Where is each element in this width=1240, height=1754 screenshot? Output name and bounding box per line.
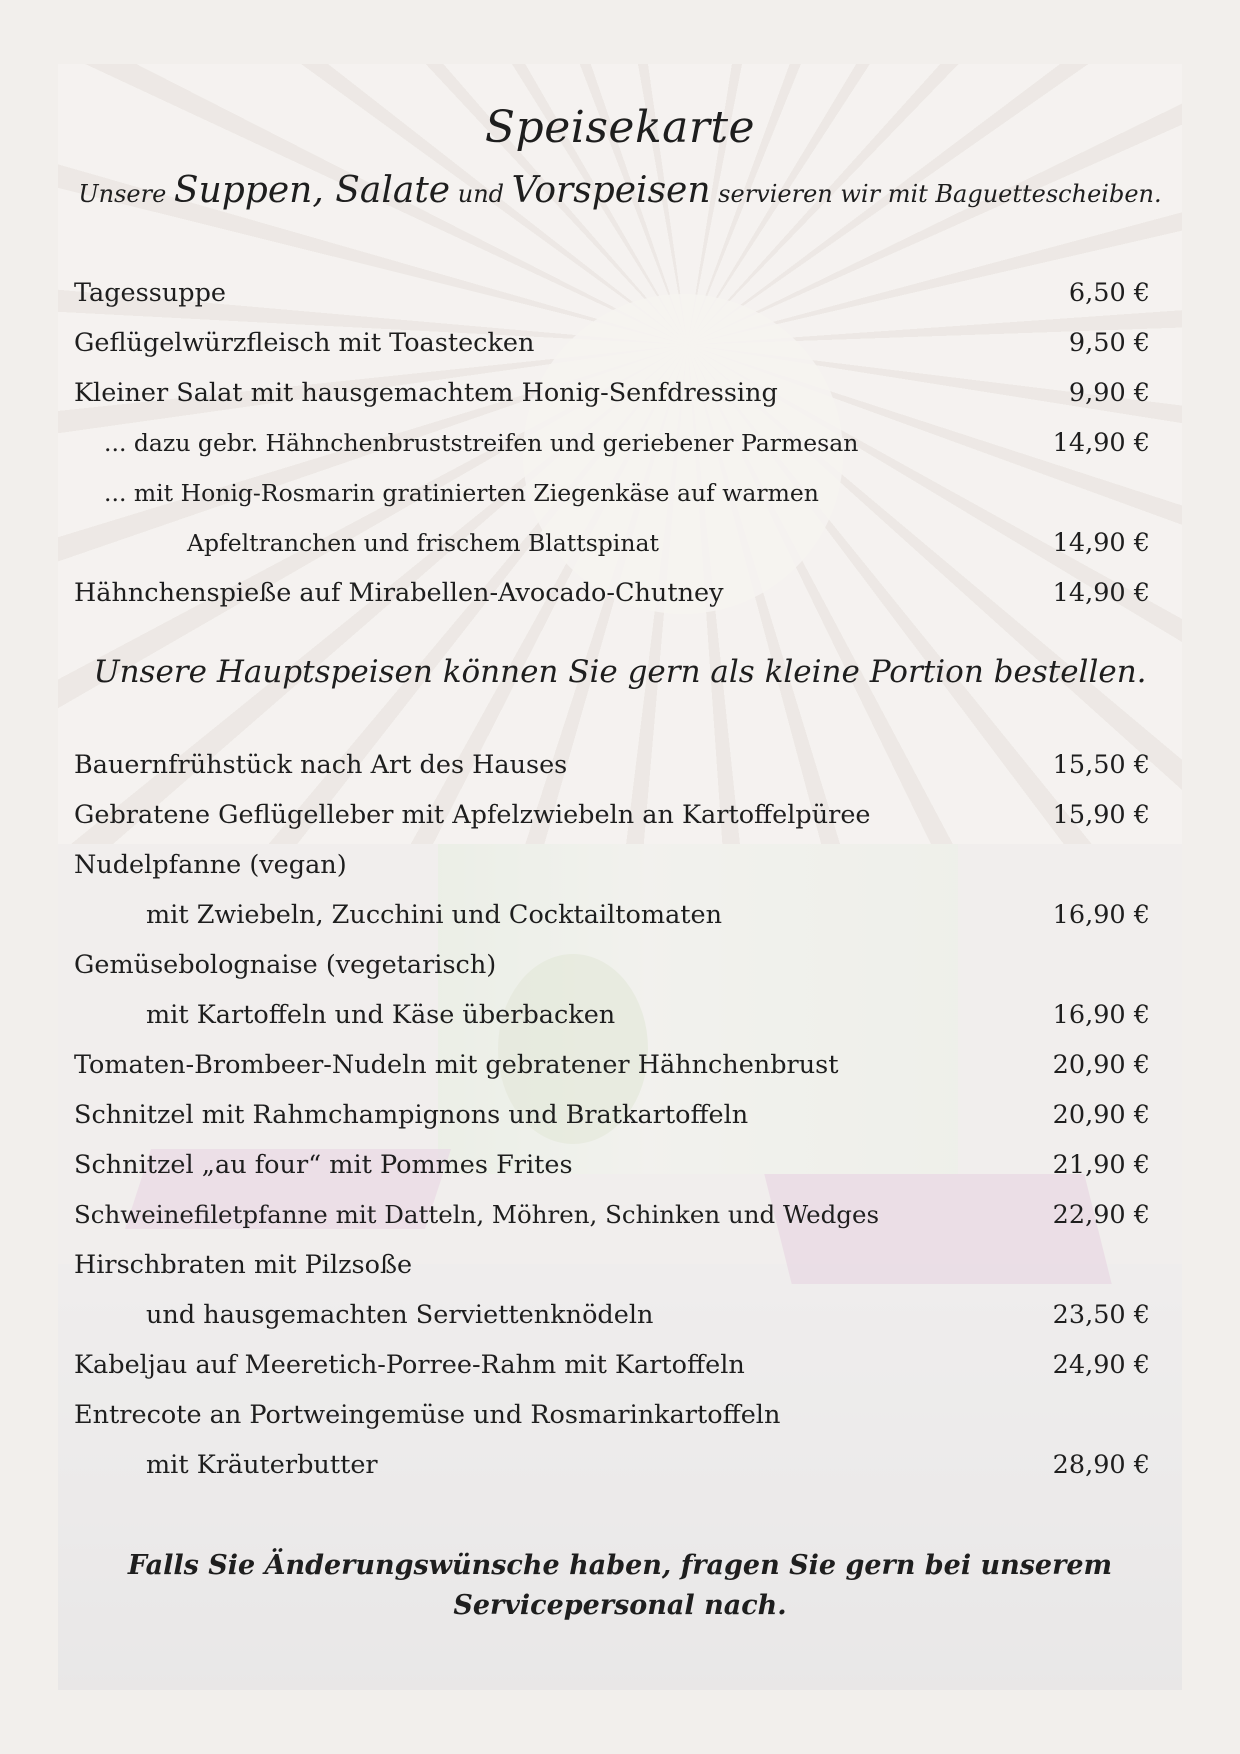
intro-highlight-starters: Vorspeisen [511,170,711,211]
item-name: Tomaten-Brombeer-Nudeln mit gebratener Hähnchenbrust [74,1050,839,1080]
item-price: 14,90 € [1052,528,1150,558]
item-price: 22,90 € [1052,1200,1150,1230]
menu-item [74,373,1150,413]
intro-highlight-salads: Salate [323,170,451,211]
footer-line-2: Servicepersonal nach. [453,1590,787,1621]
item-name: Kleiner Salat mit hausgemachtem Honig-Senfdressing [74,378,778,408]
menu-item [74,1195,1150,1235]
item-name: und hausgemachten Serviettenknödeln [146,1300,654,1330]
menu-item-continuation [74,523,1150,563]
menu-item [74,1345,1150,1385]
menu-item-variant [74,423,1150,463]
intro-highlight-soups: Suppen, [173,170,324,211]
item-price: 21,90 € [1052,1150,1150,1180]
menu-item [74,1045,1150,1085]
item-name: Schweinefiletpfanne mit Datteln, Möhren, Schinken und Wedges [74,1200,880,1229]
menu-item [74,945,1150,985]
item-price: 16,90 € [1052,1000,1150,1030]
item-name: Apfeltranchen und frischem Blattspinat [187,529,659,557]
menu-item [74,745,1150,785]
menu-item [74,845,1150,885]
menu-item [74,1145,1150,1185]
footer-note [58,1546,1182,1626]
menu-item [74,1095,1150,1135]
item-name: ... dazu gebr. Hähnchenbruststreifen und geriebener Parmesan [104,429,859,457]
starters-intro [58,170,1182,211]
menu-item [74,1395,1150,1435]
item-price: 6,50 € [1068,278,1150,308]
item-price: 23,50 € [1052,1300,1150,1330]
item-price: 15,90 € [1052,800,1150,830]
menu-item [74,795,1150,835]
item-name: Hähnchenspieße auf Mirabellen-Avocado-Chutney [74,578,724,608]
item-price: 15,50 € [1052,750,1150,780]
item-price: 24,90 € [1052,1350,1150,1380]
intro-text: Unsere [78,180,174,208]
menu-content [58,64,1182,1690]
item-name: mit Kartoffeln und Käse überbacken [146,1000,616,1030]
item-name: Gemüsebolognaise (vegetarisch) [74,950,497,980]
item-name: Schnitzel mit Rahmchampignons und Bratkartoffeln [74,1100,749,1130]
item-price: 14,90 € [1052,578,1150,608]
menu-item-continuation [74,995,1150,1035]
mains-headline: Unsere Hauptspeisen können Sie gern als kleine Portion bestellen. [93,654,1147,690]
item-price: 14,90 € [1052,428,1150,458]
item-price: 9,90 € [1068,378,1150,408]
menu-item [74,573,1150,613]
item-price: 28,90 € [1052,1450,1150,1480]
intro-text: servieren wir mit Baguettescheiben. [710,180,1162,208]
item-name: Hirschbraten mit Pilzsoße [74,1250,413,1280]
item-price: 20,90 € [1052,1100,1150,1130]
item-name: mit Zwiebeln, Zucchini und Cocktailtomaten [146,900,723,930]
menu-item-continuation [74,1445,1150,1485]
item-name: Geflügelwürzfleisch mit Toastecken [74,328,535,358]
menu-item-variant [74,473,1150,513]
item-name: Gebratene Geflügelleber mit Apfelzwiebeln an Kartoffelpüree [74,800,871,830]
menu-item [74,323,1150,363]
page-title: Speisekarte [484,102,756,153]
item-price: 9,50 € [1068,328,1150,358]
item-name: mit Kräuterbutter [146,1450,378,1480]
item-name: Bauernfrühstück nach Art des Hauses [74,750,568,780]
item-name: Kabeljau auf Meeretich-Porree-Rahm mit Kartoffeln [74,1350,745,1380]
menu-item-continuation [74,895,1150,935]
menu-item-continuation [74,1295,1150,1335]
item-name: Entrecote an Portweingemüse und Rosmarinkartoffeln [74,1400,781,1430]
item-name: Tagessuppe [74,278,226,308]
menu-item [74,1245,1150,1285]
menu-item [74,273,1150,313]
item-name: Nudelpfanne (vegan) [74,850,347,880]
item-name: ... mit Honig-Rosmarin gratinierten Ziegenkäse auf warmen [104,479,819,507]
item-price: 16,90 € [1052,900,1150,930]
menu-sheet [58,64,1182,1690]
item-name: Schnitzel „au four“ mit Pommes Frites [74,1150,573,1180]
intro-text: und [450,180,512,208]
footer-line-1: Falls Sie Änderungswünsche haben, fragen Sie gern bei unserem [127,1550,1113,1581]
item-price: 20,90 € [1052,1050,1150,1080]
